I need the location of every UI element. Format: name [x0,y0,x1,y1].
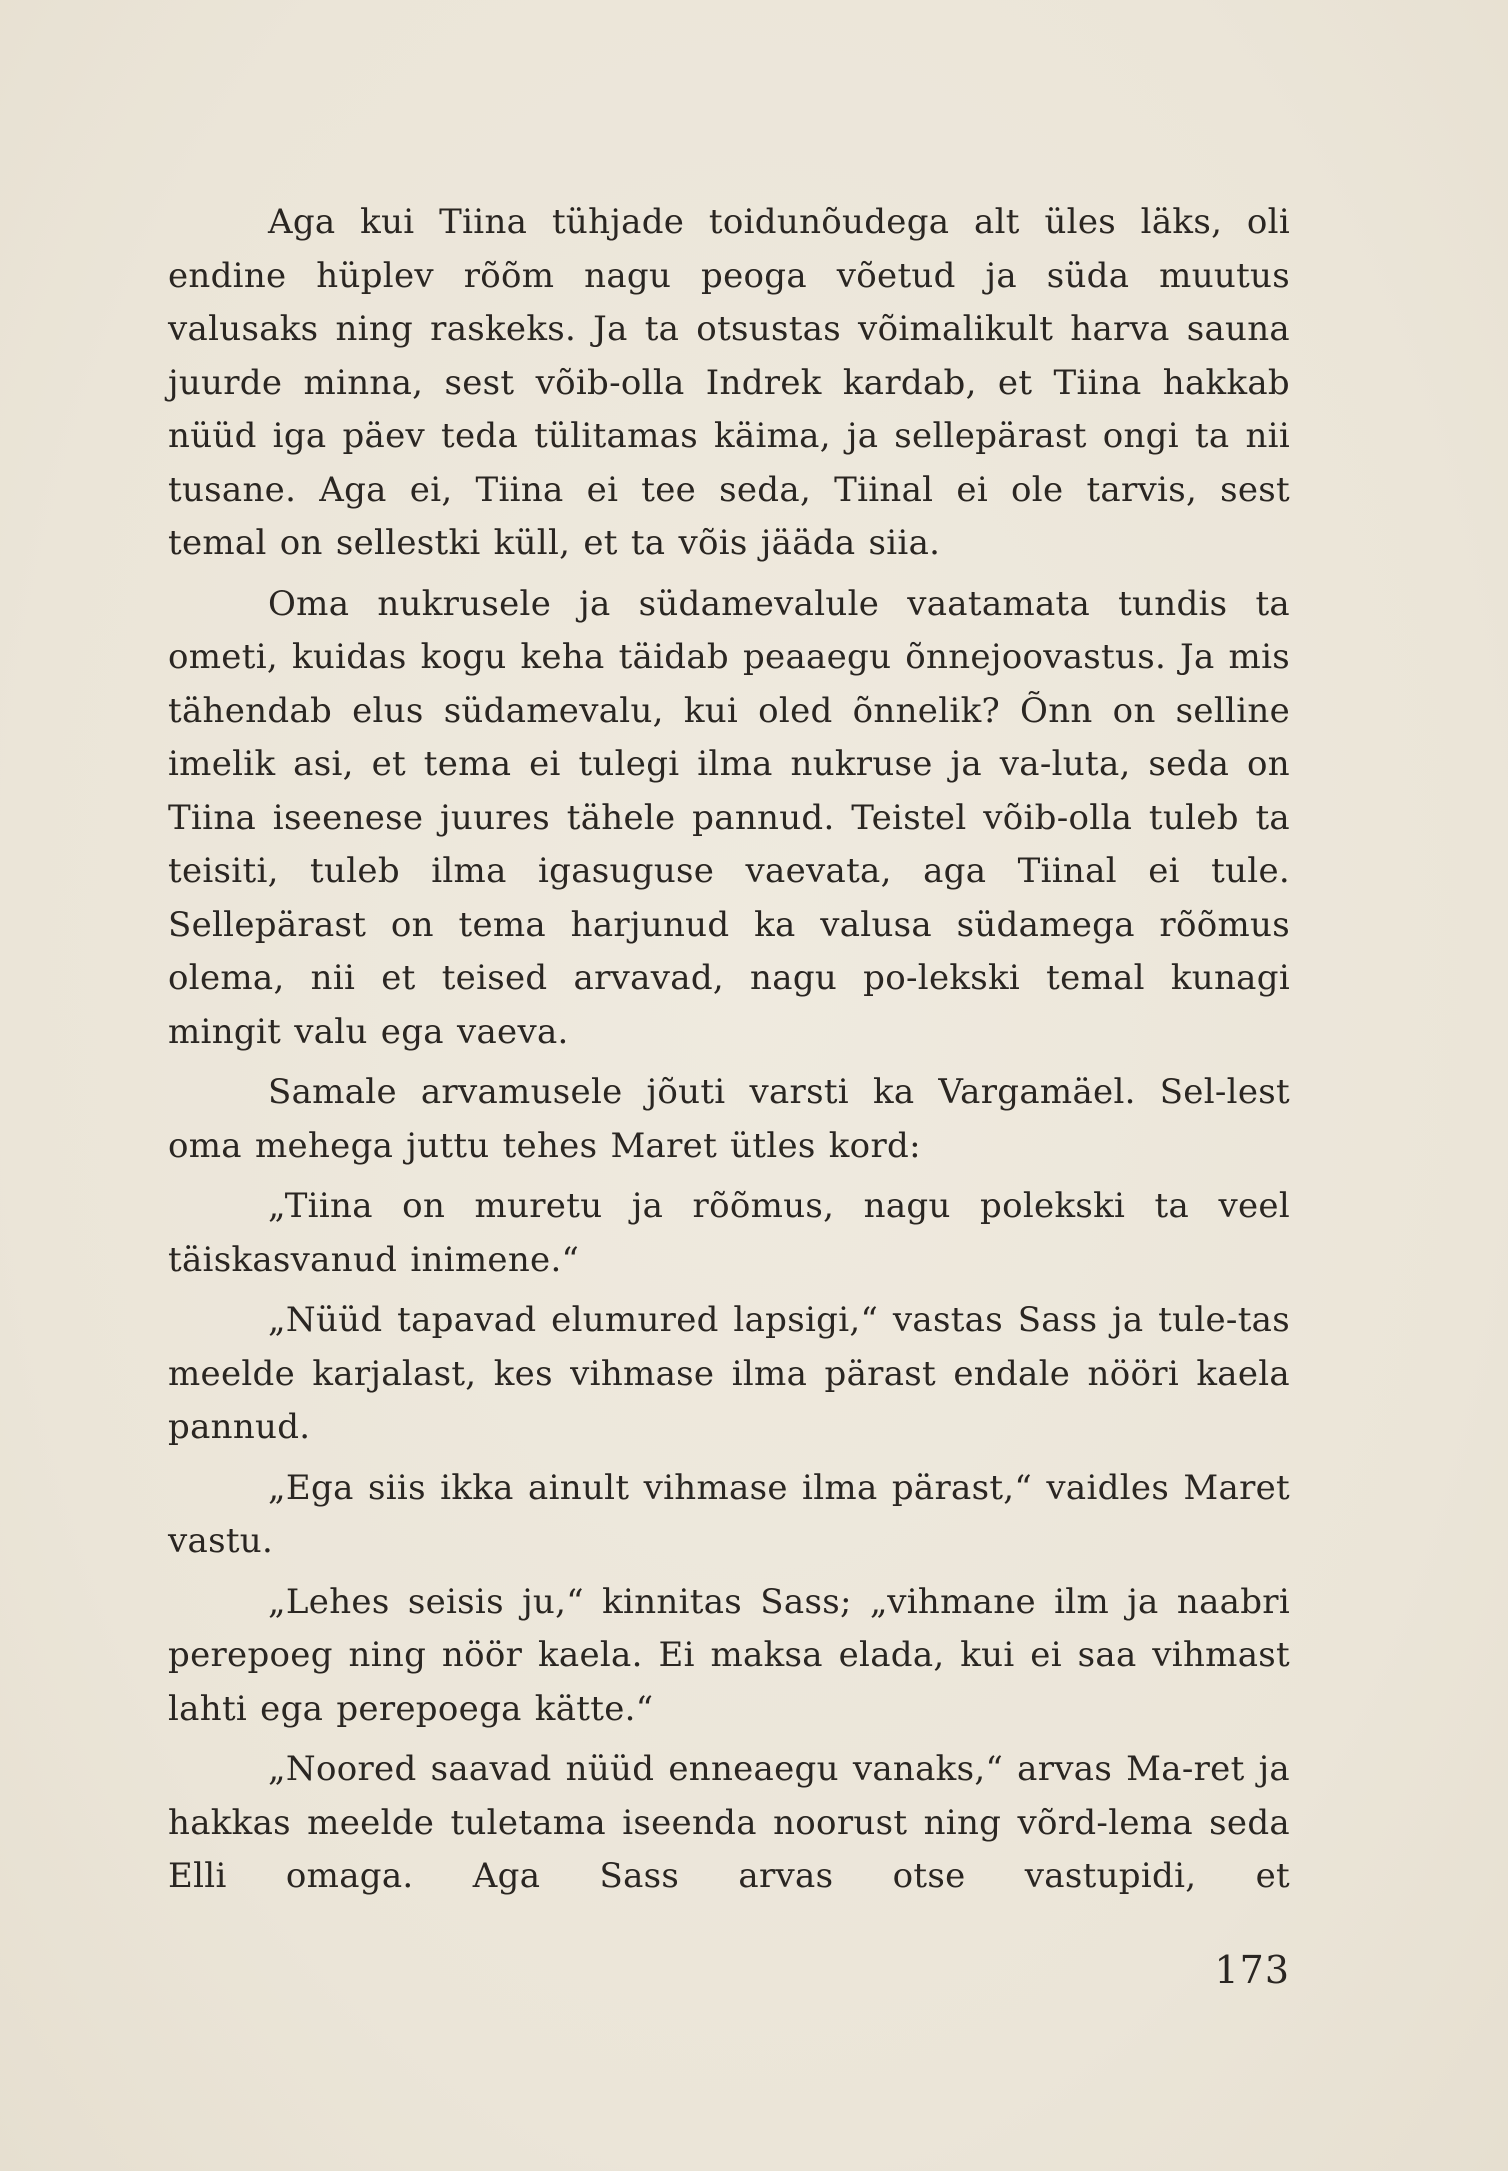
paragraph: „Ega siis ikka ainult vihmase ilma pärast,“ vaidles Maret vastu. [168,1467,1290,1561]
body-text [168,196,1290,1904]
paragraph: Aga kui Tiina tühjade toidunõudega alt üles läks, oli endine hüplev rõõm nagu peoga võetud ja süda muutus valusaks ning raskeks. Ja ta otsustas võimalikult harva sauna juurde minna, sest võib-olla Indrek kardab, et Tiina hakkab nüüd iga päev teda tülitamas käima, ja sellepärast ongi ta nii tusane. Aga ei, Tiina ei tee seda, Tiinal ei ole tarvis, sest temal on sellestki küll, et ta võis jääda siia. [168,202,1290,563]
page-number: 173 [1214,1948,1290,1992]
paragraph: „Lehes seisis ju,“ kinnitas Sass; „vihmane ilm ja naabri perepoeg ning nöör kaela. Ei maksa elada, kui ei saa vihmast lahti ega perepoega kätte.“ [168,1581,1290,1729]
paragraph: Samale arvamusele jõuti varsti ka Vargamäel. Sel-lest oma mehega juttu tehes Maret ütles kord: [168,1072,1290,1166]
paragraph: „Tiina on muretu ja rõõmus, nagu polekski ta veel täiskasvanud inimene.“ [168,1186,1290,1280]
paragraph: Oma nukrusele ja südamevalule vaatamata tundis ta ometi, kuidas kogu keha täidab peaaegu õnnejoovastus. Ja mis tähendab elus südamevalu, kui oled õnnelik? Õnn on selline imelik asi, et tema ei tulegi ilma nukruse ja va-luta, seda on Tiina iseenese juures tähele pannud. Teistel võib-olla tuleb ta teisiti, tuleb ilma igasuguse vaevata, aga Tiinal ei tule. Sellepärast on tema harjunud ka valusa südamega rõõmus olema, nii et teised arvavad, nagu po-lekski temal kunagi mingit valu ega vaeva. [168,583,1290,1052]
paragraph: „Nüüd tapavad elumured lapsigi,“ vastas Sass ja tule-tas meelde karjalast, kes vihmase ilma pärast endale nööri kaela pannud. [168,1300,1290,1447]
paragraph: „Noored saavad nüüd enneaegu vanaks,“ arvas Ma-ret ja hakkas meelde tuletama iseenda noorust ning võrd-lema seda Elli omaga. Aga Sass arvas otse vastupidi, et [168,1749,1290,1896]
